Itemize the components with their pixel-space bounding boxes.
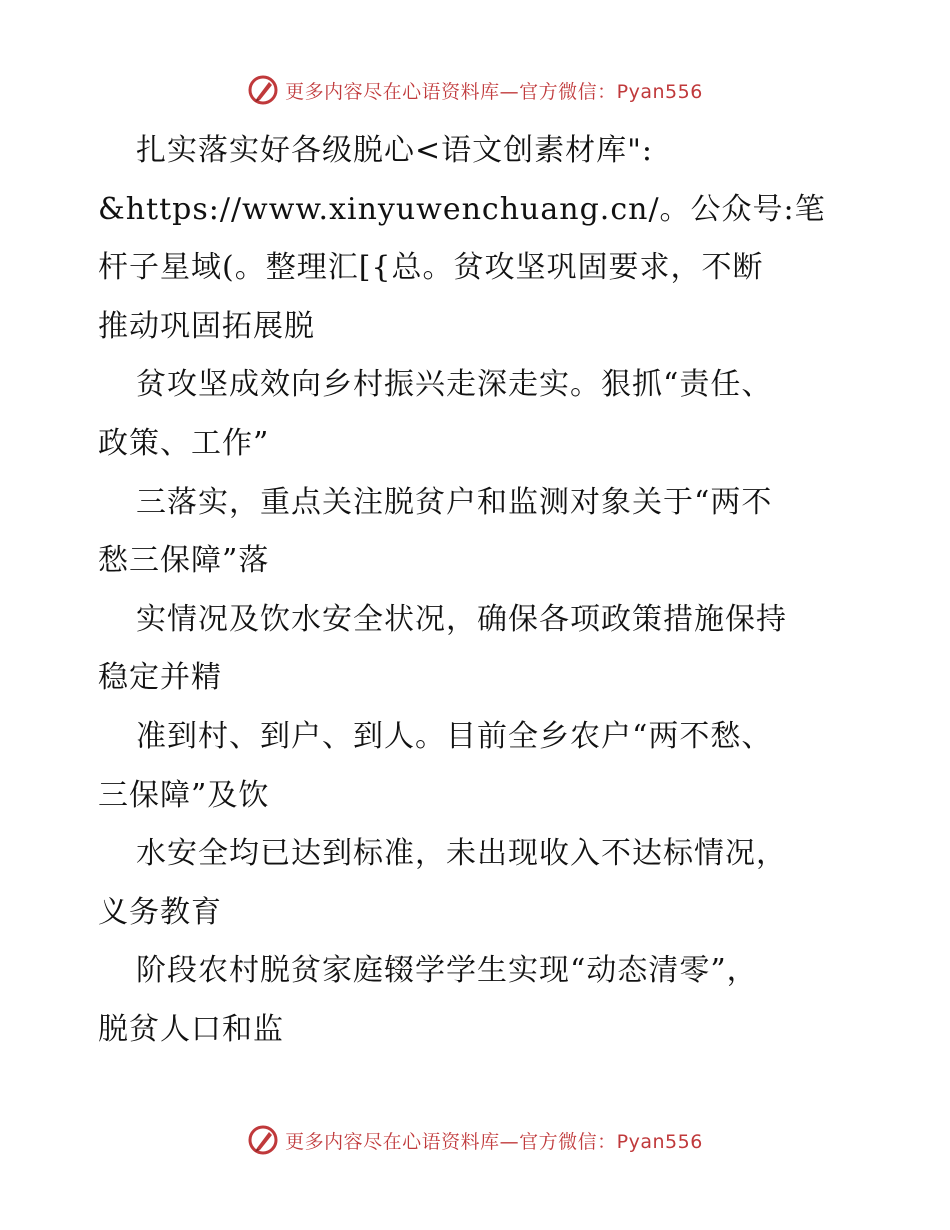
body-line: 稳定并精 xyxy=(98,660,222,696)
body-line: 政策、工作” xyxy=(98,425,270,461)
body-line: &https://www.xinyuwenchuang.cn/。公众号:笔 xyxy=(98,191,826,227)
pen-logo-icon xyxy=(247,74,279,106)
body-line: 贫攻坚成效向乡村振兴走深走实。狠抓“责任、 xyxy=(136,367,773,403)
body-line: 愁三保障”落 xyxy=(98,543,270,579)
body-line: 杆子星域(。整理汇[{总。贫攻坚巩固要求，不断 xyxy=(98,250,764,286)
body-line: 阶段农村脱贫家庭辍学学生实现“动态清零”， xyxy=(136,953,758,989)
body-line: 义务教育 xyxy=(98,894,222,930)
body-line: 脱贫人口和监 xyxy=(98,1011,284,1047)
body-line: 推动巩固拓展脱 xyxy=(98,308,315,344)
header-banner-content xyxy=(247,74,703,106)
header-banner xyxy=(0,70,950,110)
document-body xyxy=(98,122,858,1060)
footer-banner xyxy=(0,1120,950,1160)
header-banner-text: 更多内容尽在心语资料库—官方微信：Pyan556 xyxy=(285,80,703,103)
body-line: 水安全均已达到标准，未出现收入不达标情况， xyxy=(136,836,787,872)
body-line: 准到村、到户、到人。目前全乡农户“两不愁、 xyxy=(136,718,773,754)
pen-logo-icon xyxy=(247,1124,279,1156)
body-line: 三保障”及饮 xyxy=(98,777,270,813)
footer-banner-text: 更多内容尽在心语资料库—官方微信：Pyan556 xyxy=(285,1130,703,1153)
body-line: 实情况及饮水安全状况，确保各项政策措施保持 xyxy=(136,601,787,637)
body-line: 三落实，重点关注脱贫户和监测对象关于“两不 xyxy=(136,484,773,520)
footer-banner-content xyxy=(247,1124,703,1156)
body-line: 扎实落实好各级脱心<语文创素材库": xyxy=(136,133,654,168)
